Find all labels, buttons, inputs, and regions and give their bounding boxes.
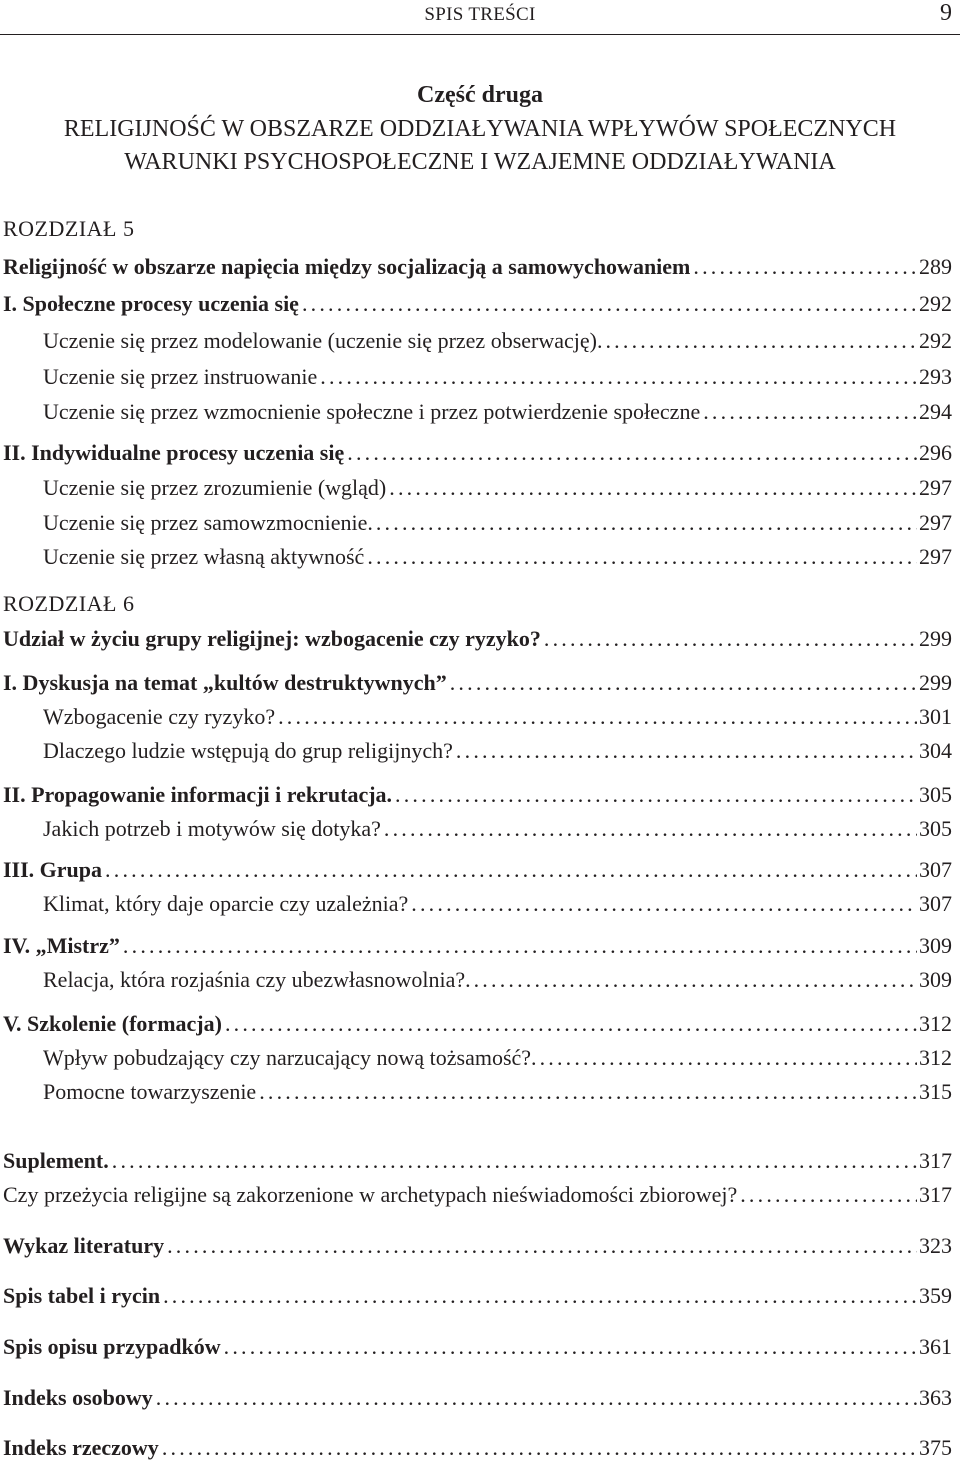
dot-leader [540, 1041, 917, 1075]
toc-entry-cases[interactable] [3, 1330, 952, 1364]
dot-leader [456, 734, 917, 768]
toc-entry-page: 375 [919, 1435, 952, 1460]
toc-entry-page: 299 [919, 670, 952, 695]
toc-entry-page: 297 [919, 510, 952, 535]
toc-entry[interactable] [43, 324, 952, 358]
toc-entry-page: 296 [919, 440, 952, 465]
toc-entry-text: Spis tabel i rycin [3, 1283, 161, 1308]
toc-entry-page: 297 [919, 544, 952, 569]
dot-leader [367, 540, 917, 574]
toc-entry[interactable] [43, 963, 952, 997]
toc-entry-page: 294 [919, 399, 952, 424]
toc-entry-page: 299 [919, 626, 952, 651]
toc-entry-page: 292 [919, 328, 952, 353]
toc-entry-page: 305 [919, 816, 952, 841]
toc-entry-page: 312 [919, 1011, 952, 1036]
toc-entry-text: V. Szkolenie (formacja) [3, 1011, 222, 1036]
toc-entry-page: 363 [919, 1385, 952, 1410]
toc-entry[interactable] [3, 287, 952, 321]
toc-entry-page: 305 [919, 782, 952, 807]
toc-entry-page: 307 [919, 857, 952, 882]
toc-entry-page: 312 [919, 1045, 952, 1070]
toc-entry-chapter-6[interactable] [3, 622, 952, 656]
toc-entry-text: II. Propagowanie informacji i rekrutacja. [3, 782, 393, 807]
chapter-label-5: ROZDZIAŁ 5 [3, 216, 135, 241]
toc-entry-page: 317 [919, 1148, 952, 1173]
toc-entry-text: Pomocne towarzyszenie [43, 1079, 257, 1104]
toc-entry-text: Relacja, która rozjaśnia czy ubezwłasnowolnia?. [43, 967, 471, 992]
toc-entry[interactable] [43, 700, 952, 734]
toc-entry[interactable] [43, 887, 952, 921]
toc-entry-page: 289 [919, 254, 952, 279]
toc-entry-text: Dlaczego ludzie wstępują do grup religijnych? [43, 738, 453, 763]
toc-entry-text: Klimat, który daje oparcie czy uzależnia? [43, 891, 409, 916]
toc-entry-page: 309 [919, 933, 952, 958]
toc-entry-text: III. Grupa [3, 857, 103, 882]
toc-entry-page: 307 [919, 891, 952, 916]
toc-entry[interactable] [3, 436, 952, 470]
toc-entry-text: Czy przeżycia religijne są zakorzenione w archetypach nieświadomości zbiorowej? [3, 1182, 738, 1207]
toc-entry-text: Wzbogacenie czy ryzyko? [43, 704, 276, 729]
dot-leader [395, 778, 917, 812]
toc-entry-page: 361 [919, 1334, 952, 1359]
dot-leader [302, 287, 917, 321]
toc-entry-text: Uczenie się przez własną aktywność [43, 544, 365, 569]
toc-entry-text: Indeks osobowy [3, 1385, 153, 1410]
toc-entry-text: Uczenie się przez zrozumienie (wgląd) [43, 475, 387, 500]
dot-leader [123, 929, 917, 963]
toc-entry-text: IV. „Mistrz” [3, 933, 120, 958]
toc-entry[interactable] [3, 929, 952, 963]
dot-leader [411, 887, 917, 921]
dot-leader [224, 1330, 917, 1364]
toc-entry-page: 317 [919, 1182, 952, 1207]
dot-leader [320, 360, 917, 394]
toc-entry-tables[interactable] [3, 1279, 952, 1313]
dot-leader [162, 1431, 917, 1465]
toc-entry-text: Uczenie się przez samowzmocnienie. [43, 510, 373, 535]
dot-leader [693, 250, 917, 284]
dot-leader [278, 700, 917, 734]
dot-leader [225, 1007, 917, 1041]
toc-entry[interactable] [43, 395, 952, 429]
toc-entry-text: Suplement. [3, 1148, 109, 1173]
toc-entry[interactable] [3, 778, 952, 812]
toc-entry[interactable] [3, 1007, 952, 1041]
toc-entry-page: 359 [919, 1283, 952, 1308]
toc-entry-page: 315 [919, 1079, 952, 1104]
toc-entry-chapter-5[interactable] [3, 250, 952, 284]
toc-entry-page: 304 [919, 738, 952, 763]
toc-entry-text: Spis opisu przypadków [3, 1334, 221, 1359]
toc-entry-supplement[interactable] [3, 1144, 952, 1178]
dot-leader [167, 1229, 917, 1263]
toc-entry-bibliography[interactable] [3, 1229, 952, 1263]
toc-entry-text: Indeks rzeczowy [3, 1435, 159, 1460]
running-head-title: SPIS TREŚCI [424, 4, 536, 25]
toc-entry-text: Wykaz literatury [3, 1233, 165, 1258]
dot-leader [112, 1144, 917, 1178]
dot-leader [259, 1075, 917, 1109]
toc-entry-text: Udział w życiu grupy religijnej: wzbogacenie czy ryzyko? [3, 626, 541, 651]
dot-leader [605, 324, 917, 358]
toc-entry-text: Religijność w obszarze napięcia między socjalizacją a samowychowaniem [3, 254, 691, 279]
toc-entry-page: 292 [919, 291, 952, 316]
part-heading-line-1: RELIGIJNOŚĆ W OBSZARZE ODDZIAŁYWANIA WPŁYWÓW SPOŁECZNYCH [63, 116, 897, 142]
dot-leader [105, 853, 917, 887]
toc-entry[interactable] [43, 1041, 952, 1075]
toc-entry[interactable] [43, 360, 952, 394]
toc-entry-text: Uczenie się przez modelowanie (uczenie się przez obserwację). [43, 328, 603, 353]
toc-entry[interactable] [43, 734, 952, 768]
dot-leader [703, 395, 917, 429]
toc-entry[interactable] [43, 812, 952, 846]
toc-entry[interactable] [3, 1178, 952, 1212]
dot-leader [474, 963, 917, 997]
page-number: 9 [940, 0, 952, 26]
toc-entry-page: 309 [919, 967, 952, 992]
toc-entry[interactable] [43, 471, 952, 505]
part-title: Część druga [417, 82, 543, 108]
toc-entry-text: Wpływ pobudzający czy narzucający nową tożsamość?. [43, 1045, 537, 1070]
dot-leader [740, 1178, 917, 1212]
toc-entry-text: Uczenie się przez wzmocnienie społeczne i przez potwierdzenie społeczne [43, 399, 701, 424]
dot-leader [389, 471, 917, 505]
toc-entry[interactable] [43, 540, 952, 574]
part-heading-line-2: WARUNKI PSYCHOSPOŁECZNE I WZAJEMNE ODDZIAŁYWANIA [124, 149, 836, 175]
toc-entry-person-index[interactable] [3, 1381, 952, 1415]
dot-leader [450, 666, 917, 700]
toc-entry[interactable] [3, 666, 952, 700]
toc-entry-text: I. Społeczne procesy uczenia się [3, 291, 299, 316]
toc-entry-text: I. Dyskusja na temat „kultów destruktywnych” [3, 670, 447, 695]
toc-entry[interactable] [43, 506, 952, 540]
toc-entry-text: Uczenie się przez instruowanie [43, 364, 318, 389]
running-head [0, 0, 960, 35]
toc-entry-page: 297 [919, 475, 952, 500]
toc-entry-page: 293 [919, 364, 952, 389]
dot-leader [376, 506, 917, 540]
toc-entry-text: II. Indywidualne procesy uczenia się [3, 440, 345, 465]
toc-entry[interactable] [3, 853, 952, 887]
toc-entry-page: 323 [919, 1233, 952, 1258]
chapter-label-6: ROZDZIAŁ 6 [3, 591, 135, 616]
dot-leader [544, 622, 917, 656]
toc-entry-subject-index[interactable] [3, 1431, 952, 1465]
dot-leader [347, 436, 917, 470]
dot-leader [384, 812, 917, 846]
dot-leader [163, 1279, 917, 1313]
toc-entry[interactable] [43, 1075, 952, 1109]
toc-entry-text: Jakich potrzeb i motywów się dotyka? [43, 816, 381, 841]
dot-leader [156, 1381, 917, 1415]
toc-entry-page: 301 [919, 704, 952, 729]
